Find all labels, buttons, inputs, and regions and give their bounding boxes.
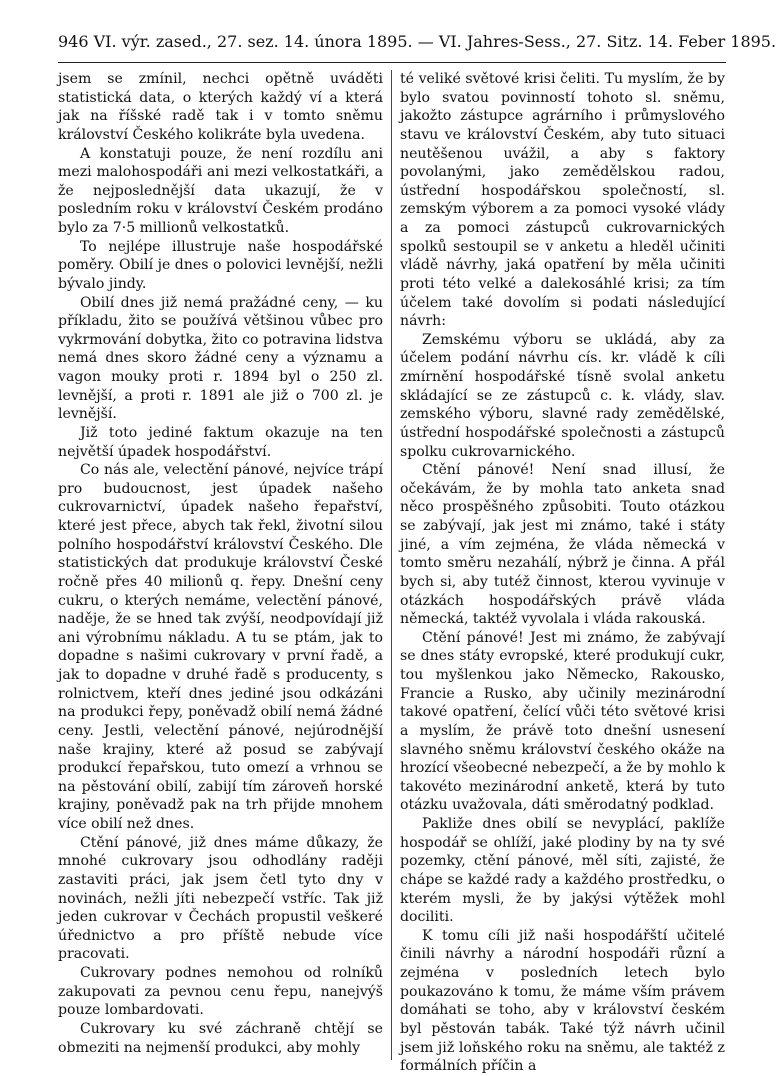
paragraph: A konstatuji pouze, že není rozdílu ani mezi malohospodáři ani mezi velkostatkáři, a že nejposlednější data ukazují, že v posledním roku v království Českém prodáno bylo za 7·5 millionů velkostatků. [58,145,383,236]
paragraph: Již toto jediné faktum okazuje na ten největší úpadek hospodářství. [58,424,383,460]
paragraph: té veliké světové krisi čeliti. Tu myslím, že by bylo svatou povinností tohoto sl. sněmu, jakožto zástupce agrárního i průmyslového stavu ve království Českém, aby tuto situaci neutěšenou uvážil, a aby s faktory povolanými, jako zemědělskou radou, ústřední hospodářskou společností, sl. zemským výborem a za pomoci vysoké vlády a za pomoci zástupců cukrovarnických spolků sestoupil se v anketu a hleděl učiniti vládě návrhy, jaká opatření by měla učiniti proti této velké a dalekosáhlé krisi; za tím účelem také dovolím si podati následující návrh: [400,71,725,330]
paragraph: Ctění pánové, již dnes máme důkazy, že mnohé cukrovary jsou odhodlány raději zastaviti práci, jak jsem četl tyto dny v novinách, nežli jíti nebezpečí vstříc. Tak již jeden cukrovar v Čechách propustil veškeré úřednictvo a pro příště nebude více pracovati. [58,834,383,963]
paragraph: K tomu cíli již naši hospodářští učitelé činili návrhy a národní hospodáři různí a zejména v posledních letech bylo poukazováno k tomu, že máme vším právem domáhati se toho, aby v království českém byl pěstován tabák. Také týž návrh učinil jsem již loňského roku na sněmu, ale taktéž z formálních příčin a [400,927,725,1075]
paragraph: To nejlépe illustruje naše hospodářské poměry. Obilí je dnes o polovici levnější, nežli bývalo jindy. [58,238,383,292]
right-column [400,70,725,1075]
running-header: 946 VI. výr. zased., 27. sez. 14. února 1895. — VI. Jahres-Sess., 27. Sitz. 14. Feber 1895. [58,32,776,51]
paragraph: jsem se zmínil, nechci opětně uváděti statistická data, o kterých každý ví a která jak na říšské radě tak i v tomto sněmu království Českého kolikráte byla uvedena. [58,71,383,143]
header-rule [58,62,726,63]
paragraph: Obilí dnes již nemá pražádné ceny, — ku příkladu, žito se používá většinou vůbec pro vykrmování dobytka, žito co potravina lidstva nemá dnes skoro žádné ceny a významu a vagon mouky proti r. 1894 byl o 250 zl. levnější, a proti r. 1891 ale již o 700 zl. je levnější. [58,294,383,423]
paragraph: Cukrovary ku své záchraně chtějí se obmeziti na nejmenší produkci, aby mohly [58,1020,383,1056]
paragraph: Ctění pánové! Není snad illusí, že očekávám, že by mohla tato anketa snad něco prospěšného způsobiti. Touto otázkou se zabývají, jak jest mi známo, také i státy jiné, a vím zejména, že vláda německá v tomto směru nezahálí, nýbrž je činna. A přál bych si, aby tutéž činnost, kterou vyvinuje v otázkách hospodářských právě vláda německá, taktéž vyvolala i vláda rakouská. [400,462,725,628]
paragraph: Pakliže dnes obilí se nevyplácí, paklíže hospodář se ohlíží, jaké plodiny by na ty své pozemky, ctění pánové, měl síti, zajisté, že chápe se každé rady a každého prostředku, o kterém mysli, že by jakýsi výtěžek mohl dociliti. [400,816,725,926]
paragraph: Zemskému výboru se ukládá, aby za účelem podání návrhu cís. kr. vládě k cíli zmírnění hospodářské tísně svolal anketu skládající se ze zástupců c. k. vlády, slav. zemského výboru, slavné rady zemědělské, ústřední hospodářské společnosti a zástupců spolku cukrovarnického. [400,331,725,460]
paragraph: Ctění pánové! Jest mi známo, že zabývají se dnes státy evropské, které produkují cukr, tou myšlenkou jako Německo, Rakousko, Francie a Rusko, aby učinily mezinárodní takové opatření, čelící vůči této světové krisi a myslím, že právě toto dnešní usnesení slavného sněmu království českého okáže na hrozící všeobecné nebezpečí, a že by mohlo k takovéto mezinárodní anketě, která by tuto otázku uvažovala, dáti směrodatný podklad. [400,629,725,814]
paragraph: Cukrovary podnes nemohou od rolníků zakupovati za pevnou cenu řepu, nanejvýš pouze lombardovati. [58,965,383,1019]
column-divider [391,70,392,1060]
paragraph: Co nás ale, velectění pánové, nejvíce trápí pro budoucnost, jest úpadek našeho cukrovarnictví, úpadek našeho řepařství, které jest přece, abych tak řekl, životní silou polního hospodářství království Českého. Dle statistických dat produkuje království České ročně přes 40 milionů q. řepy. Dnešní ceny cukru, o kterých nemáme, velectění pánové, naděje, že se hned tak zvýší, neodpovídají již ani výrobnímu nákladu. A tu se ptám, jak to dopadne s našimi cukrovary v první řadě, a jak to dopadne v druhé řadě s producenty, s rolnictvem, kteří dnes jediné jsou odkázáni na produkci řepy, poněvadž obilí nemá žádné ceny. Jestli, velectění pánové, nejúrodnější naše krajiny, které až posud se zabývají produkcí řepařskou, tuto omezí a vrhnou se na pěstování obilí, zabijí tím zároveň horské krajiny, poněvadž pak na trh přijde mnohem více obilí než dnes. [58,462,383,832]
left-column [58,70,383,1060]
